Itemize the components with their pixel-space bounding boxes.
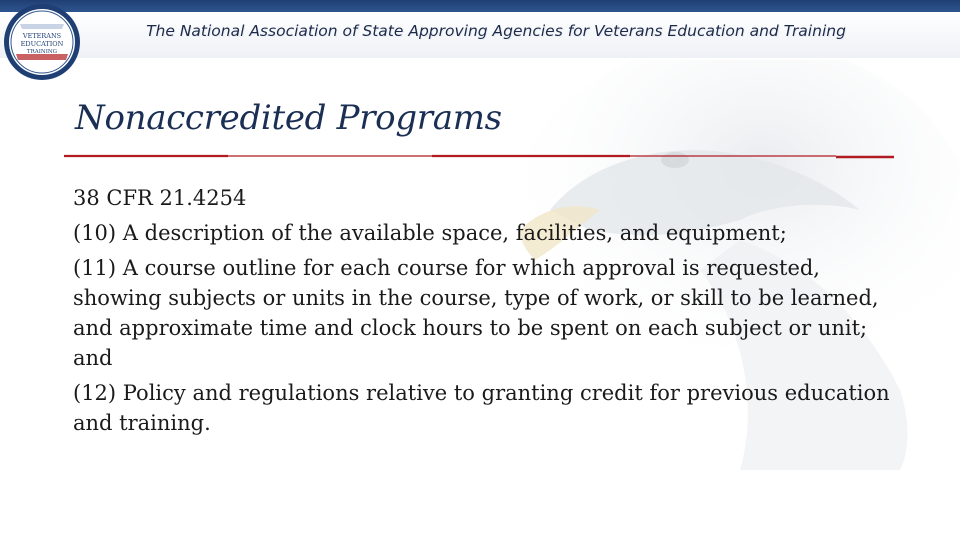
agency-seal-icon bbox=[2, 2, 82, 82]
paragraph-10: (10) A description of the available space, facilities, and equipment; bbox=[73, 221, 787, 245]
paragraph-11: (11) A course outline for each course for which approval is requested, showing subjects or units in the course, type of work, or skill to be learned, and approximate time and clock hours to be spent on each subject or unit; and bbox=[73, 256, 879, 370]
slide-body bbox=[73, 183, 893, 443]
title-underline-rule bbox=[60, 150, 900, 162]
paragraph-12: (12) Policy and regulations relative to granting credit for previous education and training. bbox=[73, 381, 890, 435]
slide-title: Nonaccredited Programs bbox=[75, 98, 502, 138]
citation: 38 CFR 21.4254 bbox=[73, 186, 247, 210]
seal-line-3: TRAINING bbox=[26, 49, 58, 55]
seal-line-2: EDUCATION bbox=[20, 40, 64, 48]
organization-banner-title: The National Association of State Approving Agencies for Veterans Education and Training bbox=[146, 22, 846, 40]
banner-top-stripe bbox=[0, 0, 960, 12]
seal-line-1: VETERANS bbox=[22, 32, 62, 40]
